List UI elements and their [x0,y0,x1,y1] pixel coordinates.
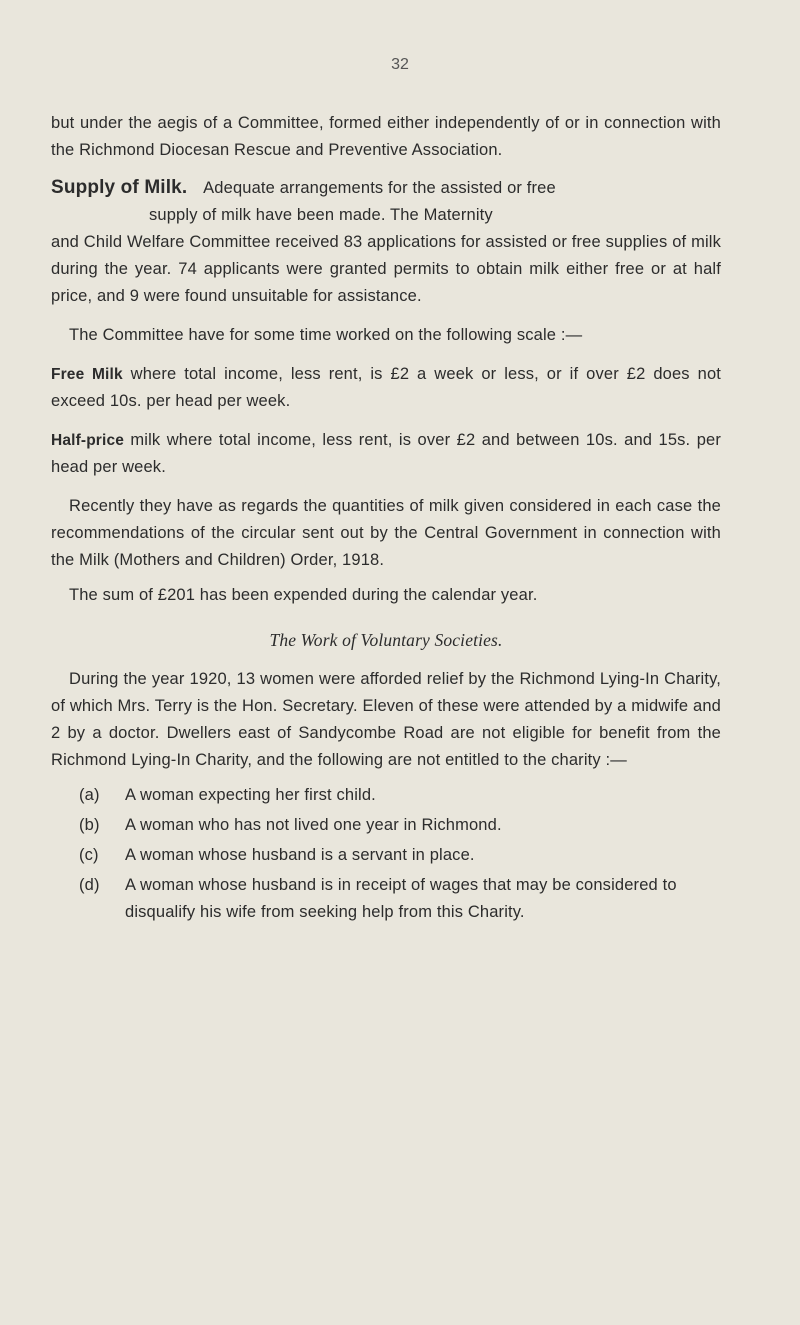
half-price-label: Half-price [51,432,124,449]
half-price-paragraph [51,427,721,481]
page-number: 32 [391,56,409,73]
free-milk-text: where total income, less rent, is £2 a week or less, or if over £2 does not exceed 10s. per head per week. [51,365,722,410]
list-item [79,872,721,926]
voluntary-societies-heading: The Work of Voluntary Societies. [269,630,503,650]
list-item [79,842,721,869]
list-item-text: A woman whose husband is in receipt of wages that may be considered to disqualify his wife from seeking help from this Charity. [125,876,677,921]
list-item-label: (c) [79,846,99,864]
list-item-label: (a) [79,786,100,804]
page-body [51,110,721,926]
opening-paragraph: but under the aegis of a Committee, formed either independently of or in connection with the Richmond Diocesan Rescue and Preventive Association. [51,114,721,159]
scale-intro-paragraph: The Committee have for some time worked on the following scale :— [69,326,583,344]
list-item-label: (d) [79,876,100,894]
list-item-text: A woman who has not lived one year in Richmond. [125,816,502,834]
free-milk-label: Free Milk [51,366,123,383]
list-item-text: A woman whose husband is a servant in place. [125,846,475,864]
ineligibility-list [51,782,721,926]
supply-of-milk-section [51,174,721,310]
voluntary-paragraph: During the year 1920, 13 women were afforded relief by the Richmond Lying-In Charity, of which Mrs. Terry is the Hon. Secretary. Eleven of these were attended by a midwife and 2 by a doctor. Dwellers east of Sandycombe Road are not eligible for benefit from the Richmond Lying-In Charity, and the following are not entitled to the charity :— [51,670,721,769]
supply-second-line: supply of milk have been made. The Maternity [149,206,493,224]
supply-first-line [51,174,721,202]
recently-paragraph: Recently they have as regards the quantities of milk given considered in each case the recommendations of the circular sent out by the Central Government in connection with the Milk (Mothers and Children) Order, 1918. [51,497,721,569]
half-price-text: milk where total income, less rent, is over £2 and between 10s. and 15s. per head per week. [51,431,721,476]
list-item-text: A woman expecting her first child. [125,786,376,804]
section-heading-supply-of-milk: Supply of Milk. [51,177,188,198]
list-item [79,782,721,809]
list-item-label: (b) [79,816,100,834]
sum-paragraph: The sum of £201 has been expended during the calendar year. [69,586,538,604]
supply-first-line-text: Adequate arrangements for the assisted or free [203,179,556,197]
list-item [79,812,721,839]
supply-paragraph-rest: and Child Welfare Committee received 83 applications for assisted or free supplies of milk during the year. 74 applicants were granted permits to obtain milk either free or at half price, and 9 were found unsuitable for assistance. [51,233,721,305]
free-milk-paragraph [51,361,721,415]
